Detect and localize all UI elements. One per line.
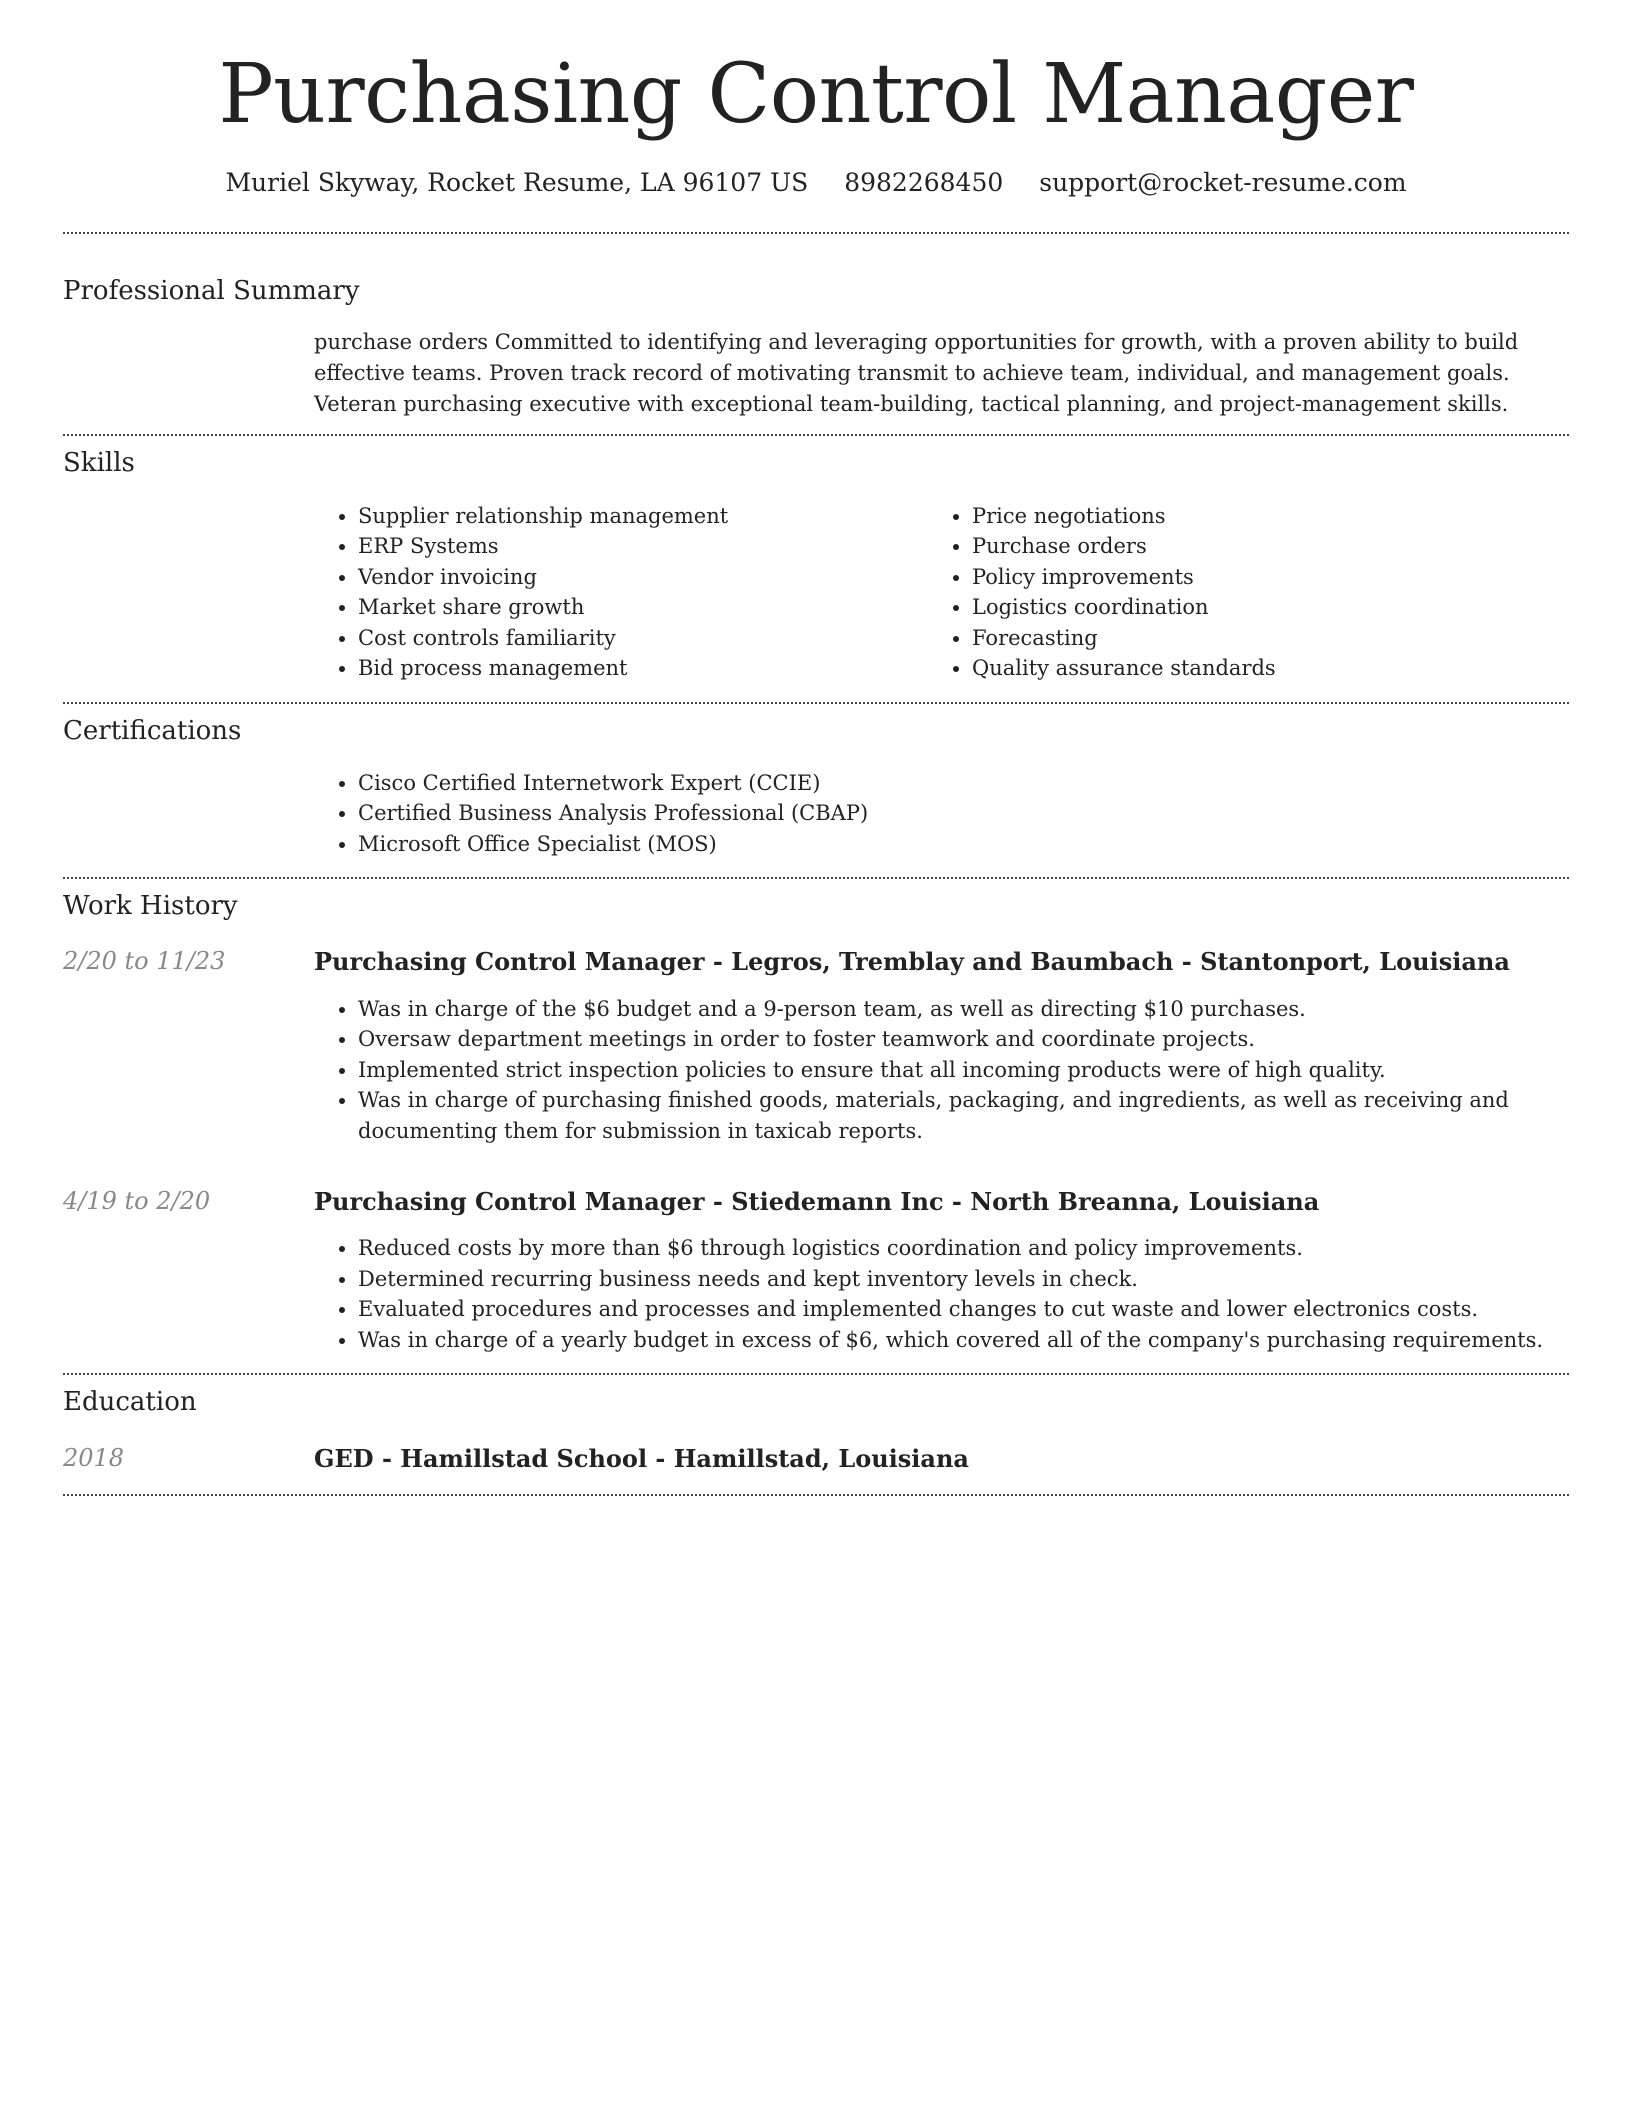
education-section (0, 1375, 1632, 1473)
job-bullets (314, 1233, 1569, 1355)
skills-list-right (928, 501, 1542, 684)
job-heading: Purchasing Control Manager - Stiedemann Inc - North Breanna, Louisiana (314, 1187, 1320, 1217)
list-item: • Microsoft Office Specialist (MOS) (358, 829, 1569, 860)
list-item: • Determined recurring business needs and kept inventory levels in check. (358, 1264, 1569, 1295)
skills-section (0, 436, 1632, 683)
list-item: • Vendor invoicing (358, 562, 928, 593)
certifications-section (0, 704, 1632, 860)
skills-column-right (928, 501, 1542, 684)
list-item: • Oversaw department meetings in order to foster teamwork and coordinate projects. (358, 1024, 1569, 1055)
summary-heading: Professional Summary (63, 276, 360, 307)
summary-section (0, 234, 1632, 420)
education-heading: Education (63, 1387, 197, 1418)
list-item: • Implemented strict inspection policies to ensure that all incoming products were of high quality. (358, 1055, 1569, 1086)
education-heading-line: GED - Hamillstad School - Hamillstad, Louisiana (314, 1443, 969, 1473)
list-item: • Was in charge of purchasing finished goods, materials, packaging, and ingredients, as well as receiving and documenting them for submission in taxicab reports. (358, 1085, 1569, 1146)
job-body (314, 946, 1569, 1146)
list-item: • Price negotiations (972, 501, 1542, 532)
education-entry (63, 1443, 1569, 1474)
resume-title: Purchasing Control Manager (218, 47, 1414, 142)
skills-columns (314, 501, 1569, 684)
job-entry (63, 946, 1569, 1146)
section-divider (63, 1494, 1569, 1496)
education-dates: 2018 (63, 1443, 125, 1472)
list-item: • Logistics coordination (972, 592, 1542, 623)
contact-email: support@rocket-resume.com (1039, 168, 1407, 198)
job-entry (63, 1186, 1569, 1355)
job-dates: 4/19 to 2/20 (63, 1187, 211, 1216)
certifications-list (314, 768, 1569, 860)
work-history-section (0, 879, 1632, 1355)
job-dates: 2/20 to 11/23 (63, 947, 226, 976)
list-item: • Market share growth (358, 592, 928, 623)
list-item: • Supplier relationship management (358, 501, 928, 532)
work-history-heading: Work History (63, 891, 238, 922)
certifications-content (314, 768, 1569, 860)
list-item: • ERP Systems (358, 531, 928, 562)
contact-address: Muriel Skyway, Rocket Resume, LA 96107 US (225, 168, 809, 198)
list-item: • Cost controls familiarity (358, 623, 928, 654)
list-item: • Bid process management (358, 653, 928, 684)
education-body (314, 1443, 1569, 1474)
list-item: • Quality assurance standards (972, 653, 1542, 684)
list-item: • Evaluated procedures and processes and implemented changes to cut waste and lower electronics costs. (358, 1294, 1569, 1325)
summary-content (314, 327, 1569, 420)
summary-text: purchase orders Committed to identifying and leveraging opportunities for growth, with a proven ability to build effective teams. Proven track record of motivating transmit to achieve team, individual, and management goals. Veteran purchasing executive with exceptional team-building, tactical planning, and project-management skills. (314, 330, 1519, 417)
skills-list-left (314, 501, 928, 684)
contact-phone: 8982268450 (844, 168, 1004, 198)
list-item: • Policy improvements (972, 562, 1542, 593)
list-item: • Was in charge of the $6 budget and a 9-person team, as well as directing $10 purchases. (358, 994, 1569, 1025)
job-bullets (314, 994, 1569, 1147)
list-item: • Forecasting (972, 623, 1542, 654)
list-item: • Cisco Certified Internetwork Expert (CCIE) (358, 768, 1569, 799)
list-item: • Purchase orders (972, 531, 1542, 562)
job-body (314, 1186, 1569, 1355)
list-item: • Certified Business Analysis Professional (CBAP) (358, 798, 1569, 829)
contact-line (0, 168, 1632, 198)
certifications-heading: Certifications (63, 715, 242, 746)
resume-header (0, 0, 1632, 198)
skills-heading: Skills (63, 448, 135, 479)
job-heading: Purchasing Control Manager - Legros, Tremblay and Baumbach - Stantonport, Louisiana (314, 947, 1510, 977)
skills-column-left (314, 501, 928, 684)
list-item: • Reduced costs by more than $6 through logistics coordination and policy improvements. (358, 1233, 1569, 1264)
list-item: • Was in charge of a yearly budget in excess of $6, which covered all of the company's purchasing requirements. (358, 1325, 1569, 1356)
